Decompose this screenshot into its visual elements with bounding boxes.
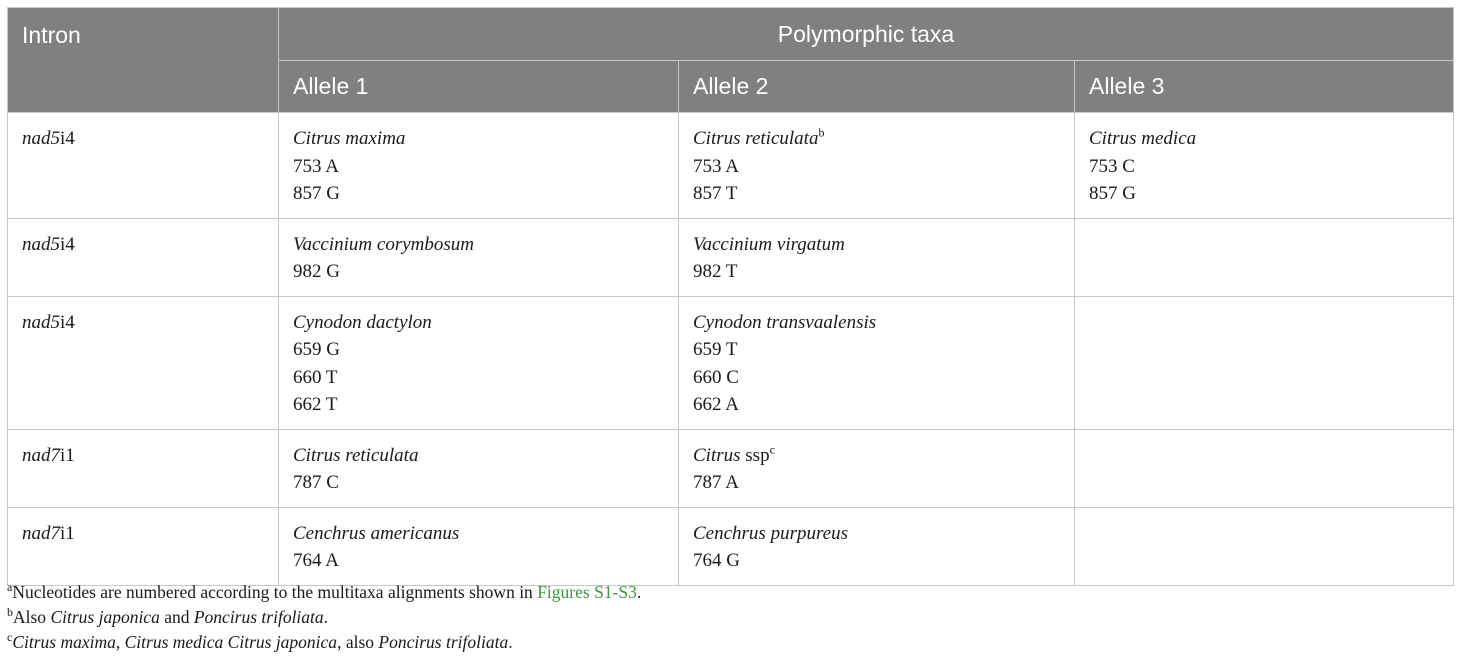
footnote-mark: b <box>7 605 13 620</box>
footnote-text: Nucleotides are numbered according to the multitaxa alignments shown in <box>12 582 538 602</box>
footnote-taxon: Poncirus trifoliata <box>193 607 324 627</box>
position-value: 662 T <box>293 394 338 415</box>
header-intron: Intron <box>8 8 279 113</box>
position-value: 659 T <box>693 339 738 360</box>
position-value: 787 C <box>293 472 339 493</box>
gene-suffix: i1 <box>60 444 75 466</box>
figures-link[interactable]: Figures S1-S3 <box>537 582 637 602</box>
gene-name: nad5 <box>22 233 60 255</box>
allele-2-cell <box>679 507 1075 585</box>
header-polymorphic-taxa: Polymorphic taxa <box>279 8 1454 61</box>
table-body <box>8 113 1454 586</box>
footnote-taxon: Citrus japonica <box>50 607 160 627</box>
gene-name: nad7 <box>22 522 60 544</box>
allele-1-cell <box>279 296 679 429</box>
allele-1-cell <box>279 507 679 585</box>
allele-1-cell <box>279 429 679 507</box>
position-value: 659 G <box>293 339 340 360</box>
allele-2-cell <box>679 429 1075 507</box>
taxon-name: Citrus maxima <box>293 128 406 149</box>
allele-3-cell <box>1075 296 1454 429</box>
allele-2-cell <box>679 218 1075 296</box>
table-header <box>8 8 1454 113</box>
footnote-mark: c <box>769 442 775 457</box>
taxon-name: Citrus medica <box>1089 128 1197 149</box>
allele-3-cell <box>1075 507 1454 585</box>
table-footnotes <box>7 580 641 655</box>
position-value: 982 G <box>293 261 340 282</box>
footnote-mark: c <box>7 630 13 645</box>
taxon-name: Cenchrus purpureus <box>693 522 848 544</box>
footnote-text: , also <box>337 632 379 652</box>
footnote-text: . <box>636 582 642 602</box>
taxon-name: Cynodon dactylon <box>293 311 432 333</box>
gene-suffix: i4 <box>60 233 75 255</box>
allele-1-cell <box>279 218 679 296</box>
taxon-name: Citrus <box>693 444 741 466</box>
gene-name: nad7 <box>22 444 60 466</box>
allele-1-cell <box>279 113 679 219</box>
taxon-name: Vaccinium corymbosum <box>293 233 474 255</box>
position-value: 753 C <box>1089 155 1135 177</box>
intron-cell <box>8 429 279 507</box>
allele-3-cell <box>1075 113 1454 219</box>
table-row <box>8 296 1454 429</box>
intron-cell <box>8 113 279 219</box>
table-row <box>8 218 1454 296</box>
table-row <box>8 507 1454 585</box>
position-value: 660 T <box>293 366 338 388</box>
position-value: 857 G <box>293 183 340 204</box>
position-value: 662 A <box>693 394 739 415</box>
data-table-container <box>7 7 1453 586</box>
gene-name: nad5 <box>22 128 60 149</box>
gene-name: nad5 <box>22 311 60 333</box>
taxon-name: Citrus reticulata <box>693 128 819 149</box>
footnote-mark: a <box>7 580 13 595</box>
position-value: 857 T <box>693 183 738 204</box>
allele-2-cell <box>679 113 1075 219</box>
footnote-taxon: Citrus maxima, Citrus medica Citrus japonica <box>12 632 338 652</box>
position-value: 787 A <box>693 472 739 493</box>
footnote-text: . <box>508 632 513 652</box>
allele-3-cell <box>1075 429 1454 507</box>
taxon-suffix: ssp <box>740 444 770 466</box>
footnote-text: and <box>159 607 194 627</box>
intron-cell <box>8 296 279 429</box>
position-value: 764 A <box>293 550 339 571</box>
table-row <box>8 113 1454 219</box>
taxon-name: Cenchrus americanus <box>293 522 460 544</box>
intron-cell <box>8 218 279 296</box>
table-row <box>8 429 1454 507</box>
allele-2-cell <box>679 296 1075 429</box>
taxon-name: Vaccinium virgatum <box>693 233 845 255</box>
header-allele-3: Allele 3 <box>1075 61 1454 113</box>
position-value: 982 T <box>693 261 738 282</box>
footnote-mark: b <box>818 125 825 140</box>
footnote-text: Also <box>13 607 51 627</box>
position-value: 753 A <box>693 155 739 177</box>
position-value: 660 C <box>693 366 739 388</box>
intron-cell <box>8 507 279 585</box>
footnote-c <box>7 630 641 655</box>
gene-suffix: i1 <box>60 522 75 544</box>
footnote-taxon: Poncirus trifoliata <box>378 632 509 652</box>
footnote-a <box>7 580 641 605</box>
position-value: 764 G <box>693 550 740 571</box>
taxon-name: Citrus reticulata <box>293 444 419 466</box>
position-value: 857 G <box>1089 183 1136 204</box>
position-value: 753 A <box>293 155 339 177</box>
gene-suffix: i4 <box>60 128 75 149</box>
gene-suffix: i4 <box>60 311 75 333</box>
polymorphic-taxa-table <box>7 7 1454 586</box>
header-allele-2: Allele 2 <box>679 61 1075 113</box>
footnote-b <box>7 605 641 630</box>
header-allele-1: Allele 1 <box>279 61 679 113</box>
footnote-text: . <box>323 607 329 627</box>
allele-3-cell <box>1075 218 1454 296</box>
taxon-name: Cynodon transvaalensis <box>693 311 877 333</box>
